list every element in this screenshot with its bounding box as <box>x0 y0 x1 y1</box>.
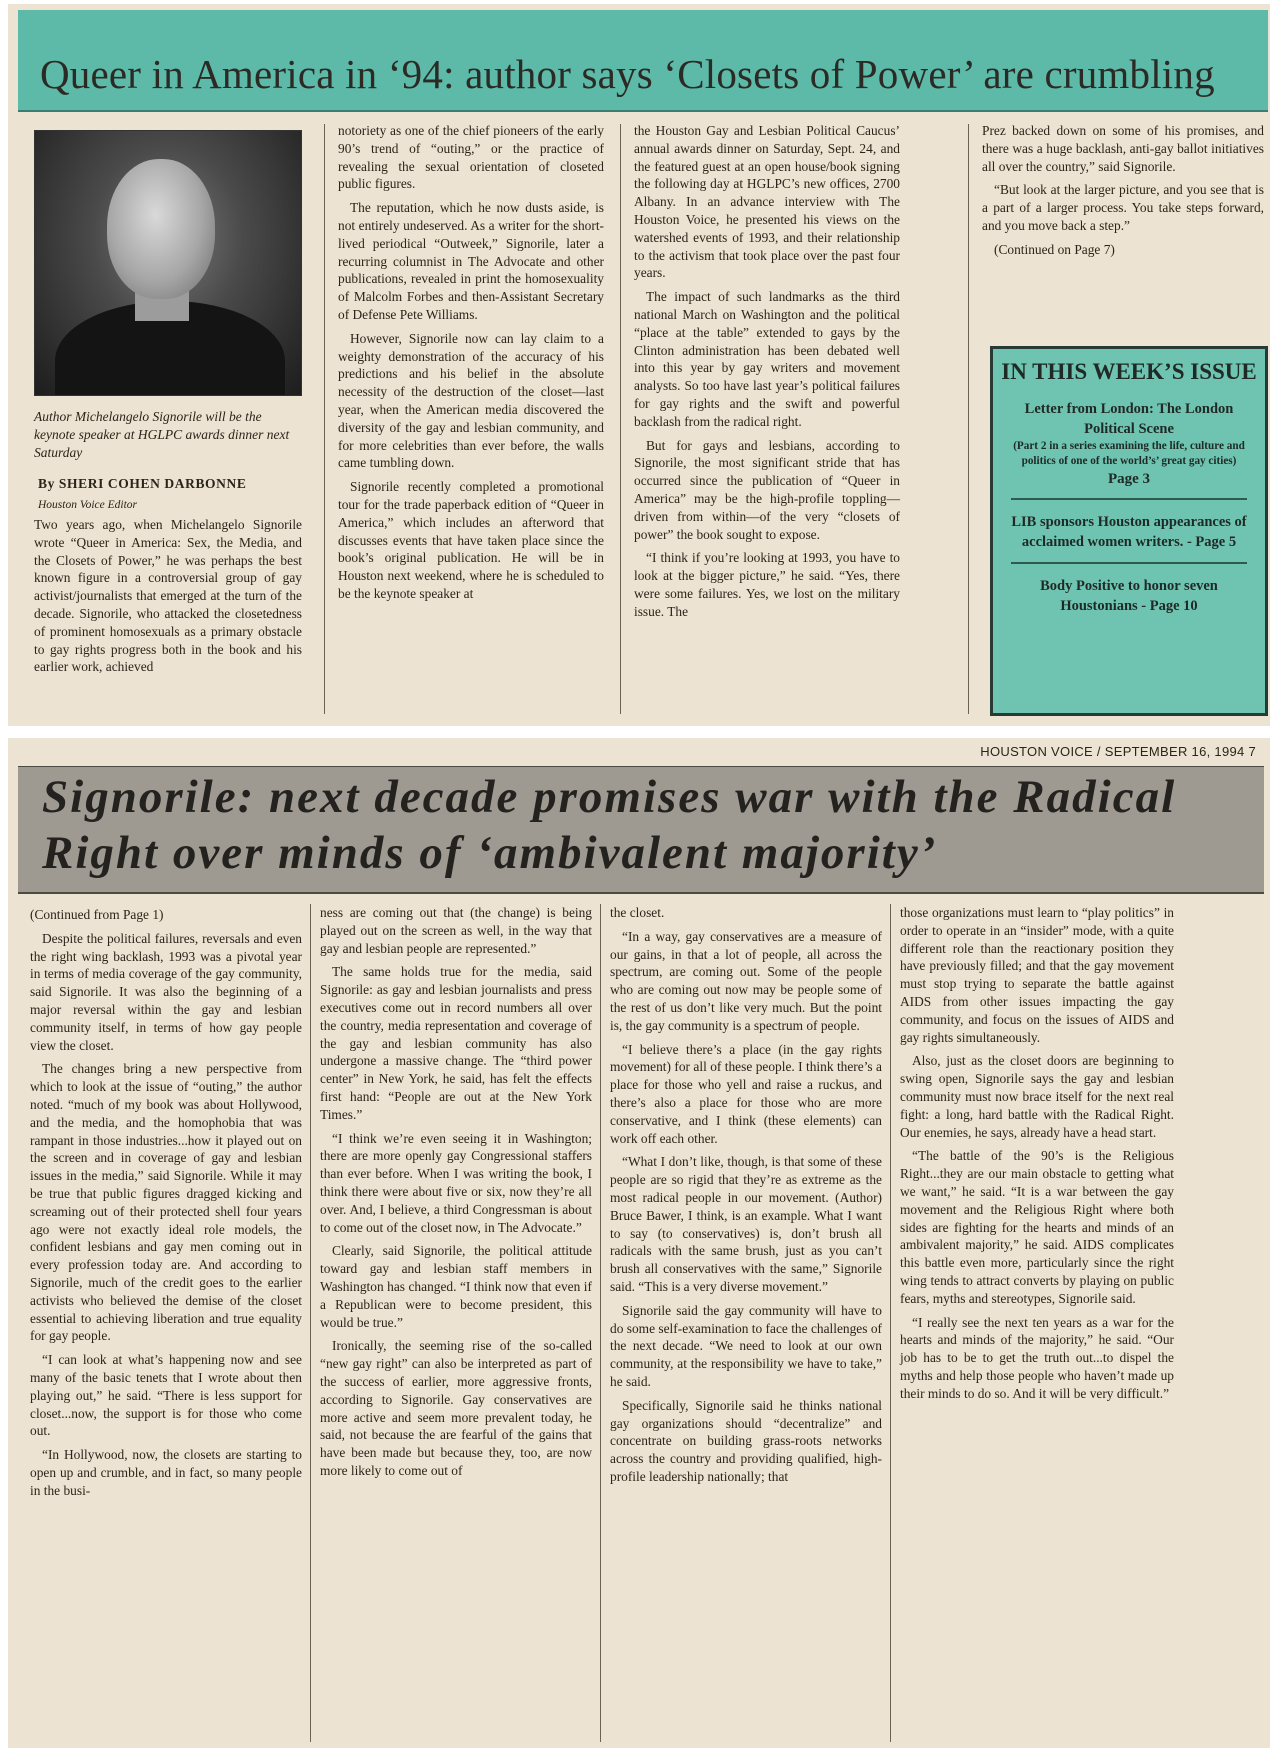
paragraph: The reputation, which he now dusts aside, is not entirely undeserved. As a writer for the short-lived periodical “Outweek,” Signorile, later a recurring columnist in The Advocate and other publications, revealed in print the homosexuality of Malcolm Forbes and then-Assistant Secretary of Defense Pete Williams. <box>338 200 604 322</box>
paragraph: Prez backed down on some of his promises, and there was a huge backlash, anti-gay ballot initiatives all over the country,” said Signorile. <box>982 123 1264 174</box>
in-this-issue-box <box>990 346 1268 716</box>
paragraph: those organizations must learn to “play politics” in order to operate in an “insider” mode, with a quite different role than the reactionary position they have previously filled; and that the gay movement must stop trying to separate the battle against AIDS from other issues impacting the gay community, and focus on the issues of AIDS and gay rights simultaneously. <box>900 905 1174 1045</box>
article-column-4 <box>900 904 1174 1409</box>
paragraph: Clearly, said Signorile, the political attitude toward gay and lesbian staff members in Washington has changed. “I think now that even if a Republican were to become president, this would be true.” <box>320 1243 592 1330</box>
clipping-page-7 <box>8 738 1270 1748</box>
paragraph: “I can look at what’s happening now and see many of the basic tenets that I wrote about then playing out,” he said. “There is less support for closet...now, the support is for those who come out. <box>30 1352 302 1439</box>
column-rule <box>600 904 601 1742</box>
article-column-2 <box>338 122 604 609</box>
headline <box>42 769 1176 881</box>
paragraph: “I think we’re even seeing it in Washington; there are more openly gay Congressional staffers than ever before. When I was writing the book, I think there were about five or six, now they’re all over. And, I believe, a third Congressman is about to come out of the closet now, in The Advocate.” <box>320 1130 592 1235</box>
paragraph: The impact of such landmarks as the third national March on Washington and the political “place at the table” extended to gays by the Clinton administration has been debated well into this year by gay writers and movement analysts. So too have last year’s political failures for gay rights and the swift and powerful backlash from the radical right. <box>634 289 900 429</box>
paragraph: the Houston Gay and Lesbian Political Caucus’ annual awards dinner on Saturday, Sept. 24, and the featured guest at an open house/book signing the following day at HGLPC’s new offices, 2700 Albany. In an advance interview with The Houston Voice, he presented his views on the watershed events of 1993, and their relationship to the activism that took place over the past four years. <box>634 123 900 281</box>
column-rule <box>890 904 891 1742</box>
paragraph: The changes bring a new perspective from which to look at the issue of “outing,” the author noted. “much of my book was about Hollywood, and the media, and the homophobia that was rampant in those industries...how it played out on the screen and in coverage of gay and lesbian issues in the media,” said Signorile. While it may be true that public figures dragged kicking and screaming out of their protected shell four years ago were not exactly ideal role models, the confident lesbians and gay men coming out in every profession today are. And according to Signorile, much of the credit goes to the earlier activists who believed the demise of the closet essential to achieving liberation and true equality for gay people. <box>30 1061 302 1344</box>
paragraph: “What I don’t like, though, is that some of these people are so rigid that they’re as extreme as the most radical people in our movement. (Author) Bruce Bawer, I think, is an example. What I want to say (to conservatives) is, don’t brush all radicals with the same brush, just as you can’t brush all conservatives with the same,” Signorile said. “This is a very diverse movement.” <box>610 1154 882 1294</box>
article-column-4 <box>982 122 1264 265</box>
byline: By SHERI COHEN DARBONNE <box>38 476 247 491</box>
paragraph: Signorile recently completed a promotional tour for the trade paperback edition of “Queer in America,” which includes an afterword that discusses events that have taken place since the book’s original publication. He will be in Houston next weekend, where he is scheduled to be the keynote speaker at <box>338 479 604 601</box>
paragraph: “I think if you’re looking at 1993, you have to look at the bigger picture,” he said. “Yes, there were some failures. Yes, we lost on the military issue. The <box>634 550 900 619</box>
paragraph: Two years ago, when Michelangelo Signorile wrote “Queer in America: Sex, the Media, and the Closets of Power,” he was perhaps the best known figure in a controversial group of gay activist/journalists that emerged at the turn of the decade. Signorile, who attacked the closetedness of prominent homosexuals as a primary obstacle to gay rights progress both in the book and his earlier work, achieved <box>34 517 302 675</box>
column-rule <box>324 124 325 714</box>
headline: Queer in America in ‘94: author says ‘Closets of Power’ are crumbling <box>40 51 1215 97</box>
page-folio: HOUSTON VOICE / SEPTEMBER 16, 1994 7 <box>980 744 1256 759</box>
paragraph: Specifically, Signorile said he thinks national gay organizations should “decentralize” and concentrate on building grass-roots networks across the country and providing qualified, high-profile leadership nationally; that <box>610 1397 882 1484</box>
paragraph: Despite the political failures, reversals and even the right wing backlash, 1993 was a pivotal year in terms of media coverage of the gay community, said Signorile. It was also the beginning of a major reversal within the gay and lesbian community itself, in terms of how gay people view the closet. <box>30 930 302 1053</box>
paragraph: notoriety as one of the chief pioneers of the early 90’s trend of “outing,” or the practice of revealing the sexual orientation of closeted public figures. <box>338 123 604 192</box>
photo-caption: Author Michelangelo Signorile will be the keynote speaker at HGLPC awards dinner next Saturday <box>34 409 290 460</box>
author-photo <box>34 130 302 396</box>
column-rule <box>968 124 969 714</box>
headline-banner <box>18 766 1264 894</box>
article-column-1 <box>34 516 302 682</box>
paragraph: Also, just as the closet doors are beginning to swing open, Signorile says the gay and lesbian community must now brace itself for the next real fight: a long, hard battle with the Radical Right. Our enemies, he says, already have a head start. <box>900 1053 1174 1140</box>
box-divider <box>1011 562 1247 564</box>
paragraph: “In a way, gay conservatives are a measure of our gains, in that a lot of people, all across the spectrum, are coming out. Some of the people who are coming out now may be people some of the rest of us don’t like very much. But the point is, the gay community is a spectrum of people. <box>610 928 882 1033</box>
paragraph: Signorile said the gay community will have to do some self-examination to face the challenges of the next decade. “We need to look at our own community, at the responsibility we have to take,” he said. <box>610 1302 882 1389</box>
continued-from: (Continued from Page 1) <box>30 907 164 922</box>
byline-role: Houston Voice Editor <box>38 499 138 511</box>
box-divider <box>1011 498 1247 500</box>
headline-line-2: Right over minds of ‘ambivalent majority’ <box>42 827 938 879</box>
article-column-3 <box>610 904 882 1492</box>
box-item-headline: Letter from London: The London Political Scene <box>1024 401 1234 437</box>
article-column-1 <box>30 906 302 1506</box>
paragraph: “I believe there’s a place (in the gay rights movement) for all of these people. I think there’s a place for those who yell and raise a ruckus, and there’s also a place for those who are more conservative, and I think (these elements) can work off each other. <box>610 1041 882 1146</box>
paragraph: “In Hollywood, now, the closets are starting to open up and crumble, and in fact, so many people in the busi- <box>30 1447 302 1498</box>
paragraph: ness are coming out that (the change) is being played out on the screen as well, in the way that gay and lesbian people are represented.” <box>320 905 592 956</box>
paragraph: the closet. <box>610 905 665 920</box>
box-item-page: Page 3 <box>1107 471 1151 487</box>
box-title: IN THIS WEEK’S ISSUE <box>1001 359 1257 384</box>
column-rule <box>310 904 311 1742</box>
article-column-2 <box>320 904 592 1486</box>
paragraph: The same holds true for the media, said Signorile: as gay and lesbian journalists and press executives come out in record numbers all over the country, media representation and coverage of the gay and lesbian community has also undergone a massive change. The “third power center” in New York, he said, has felt the effects first hand: “People are out at the New York Times.” <box>320 964 592 1122</box>
paragraph: “I really see the next ten years as a war for the hearts and minds of the majority,” he said. “Our job has to be to get the truth out...to dispel the myths and help those people who haven’t made up their minds to do so. And it will be very difficult.” <box>900 1314 1174 1401</box>
box-item-subtitle: (Part 2 in a series examining the life, culture and politics of one of the world’s’ great gay cities) <box>1013 440 1245 467</box>
paragraph: Ironically, the seeming rise of the so-called “new gay right” can also be interpreted as part of the success of earlier, more aggressive fronts, according to Signorile. Gay conservatives are more active and seem more prevalent today, he said, not because the are fearful of the gains that have been made but because they, too, are now more likely to come out of <box>320 1338 592 1478</box>
paragraph: But for gays and lesbians, according to Signorile, the most significant stride that has occurred since the publication of “Queer in America” may be the high-profile toppling—driven from within—of the very “closets of power” the book sought to expose. <box>634 437 900 542</box>
continued-line: (Continued on Page 7) <box>994 241 1115 257</box>
column-rule <box>620 124 621 714</box>
paragraph: However, Signorile now can lay claim to a weighty demonstration of the accuracy of his predictions and his belief in the absolute necessity of the destruction of the closet—last year, when the American media discovered the diversity of the gay and lesbian community, and for more celebrities than ever before, the walls came tumbling down. <box>338 330 604 471</box>
paragraph: “But look at the larger picture, and you see that is a part of a larger process. You take steps forward, and you move back a step.” <box>982 182 1264 233</box>
clipping-front-page <box>8 4 1270 726</box>
headline-line-1: Signorile: next decade promises war with the Radical <box>42 771 1177 823</box>
headline-banner <box>18 10 1268 112</box>
paragraph: “The battle of the 90’s is the Religious Right...they are our main obstacle to getting what we want,” he said. “It is a war between the gay movement and the Religious Right where both sides are fighting for the hearts and minds of an ambivalent majority,” he said. AIDS complicates this battle even more, particularly since the right wing tends to attract converts by playing on public fears, myths and stereotypes, Signorile said. <box>900 1148 1174 1306</box>
box-item-headline: Body Positive to honor seven Houstonians - Page 10 <box>1040 578 1218 614</box>
box-item-headline: LIB sponsors Houston appearances of acclaimed women writers. - Page 5 <box>1011 514 1247 550</box>
article-column-3 <box>634 122 900 627</box>
